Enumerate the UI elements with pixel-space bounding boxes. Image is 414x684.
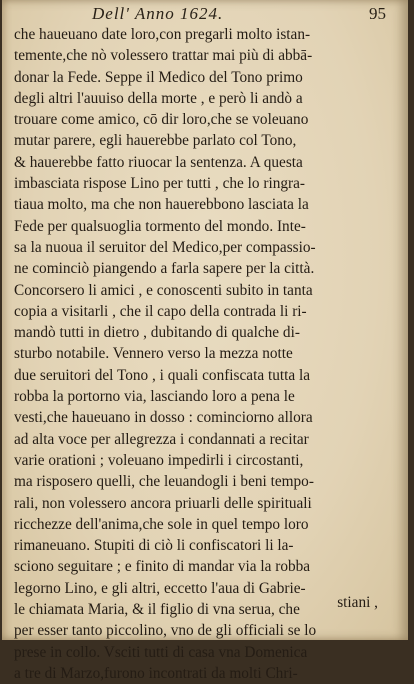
text-line: trouare come amico, cō dir loro,che se voleuano	[14, 111, 309, 129]
text-line: temente,che nò volessero trattar mai più di abbā-	[14, 47, 313, 65]
text-line: legorno Lino, e gli altri, eccetto l'aua di Gabrie-	[14, 579, 306, 597]
text-line: ricchezze dell'anima,che sole in quel tempo loro	[14, 515, 309, 533]
text-line: mandò tutti in dietro , dubitando di qualche di-	[14, 324, 300, 342]
running-title: Dell' Anno 1624.	[92, 4, 224, 23]
text-line: donar la Fede. Seppe il Medico del Tono primo	[14, 68, 303, 86]
text-line: sturbo notabile. Vennero verso la mezza notte	[14, 345, 293, 363]
text-line: rimaneuano. Stupiti di ciò li confiscatori li la-	[14, 537, 294, 555]
text-line: varie orationi ; voleuano impedirli i circostanti,	[14, 451, 304, 469]
text-line: prese in collo. Vsciti tutti di casa vna Domenica	[14, 643, 308, 661]
text-line: copia a visitarli , che il capo della contrada li ri-	[14, 302, 307, 320]
text-line: ma risposero quelli, che leuandogli i beni tempo-	[14, 473, 314, 491]
text-line: degli altri l'auuiso della morte , e però li andò a	[14, 89, 303, 107]
text-line: a tre di Marzo,furono incontrati da molti Chri-	[14, 664, 298, 682]
text-line: per esser tanto piccolino, vno de gli officiali se lo	[14, 622, 317, 640]
text-line: mutar parere, egli hauerebbe parlato col Tono,	[14, 132, 297, 150]
body-text	[14, 24, 386, 684]
text-line: le chiamata Maria, & il figlio di vna serua, che	[14, 601, 300, 619]
running-head	[2, 4, 408, 26]
book-page	[2, 0, 408, 682]
text-line: che haueuano date loro,con pregarli molto istan-	[14, 26, 311, 43]
text-line: robba la portorno via, lasciando loro a pena le	[14, 388, 295, 406]
text-line: vesti,che haueuano in dosso : cominciorno allora	[14, 409, 313, 427]
text-line: sa la nuoua il seruitor del Medico,per compassio-	[14, 238, 316, 256]
text-line: ad alta voce per allegrezza i condannati a recitar	[14, 430, 309, 448]
text-line: Concorsero li amici , e conoscenti subito in tanta	[14, 281, 313, 299]
text-line: & hauerebbe fatto riuocar la sentenza. A questa	[14, 153, 303, 171]
text-line: imbasciata rispose Lino per tutti , che lo ringra-	[14, 175, 305, 193]
catchword: stiani ,	[337, 594, 378, 611]
text-line: ne cominciò piangendo a farla sapere per la città.	[14, 260, 315, 278]
text-line: sciono seguitare ; e finito di mandar via la robba	[14, 558, 311, 576]
page-number: 95	[369, 4, 386, 23]
text-line: rali, non volessero ancora priuarli delle spirituali	[14, 494, 312, 512]
text-line: due seruitori del Tono , i quali confiscata tutta la	[14, 366, 311, 384]
text-line: Fede per qualsuoglia tormento del mondo. Inte-	[14, 217, 306, 235]
text-line: tiaua molto, ma che non hauerebbono lasciata la	[14, 196, 309, 214]
